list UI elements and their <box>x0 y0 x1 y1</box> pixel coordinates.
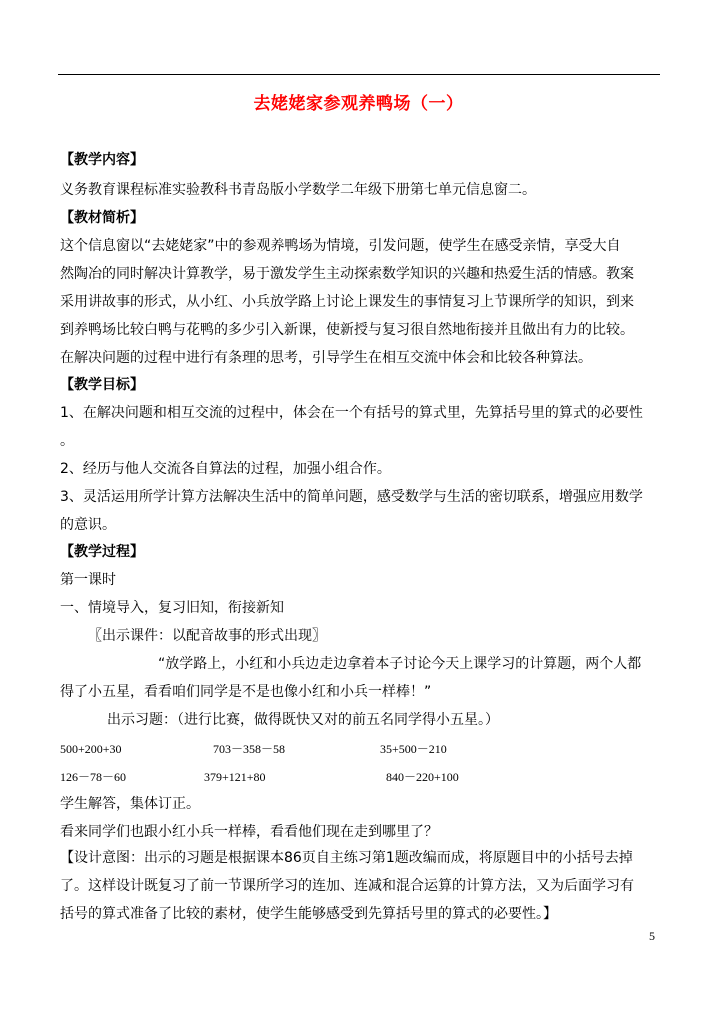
header-rule <box>58 74 660 75</box>
exercise-expression: 840－220+100 <box>386 770 459 784</box>
paragraph-line: 到养鸭场比较白鸭与花鸭的多少引入新课，使新授与复习很自然地衔接并且做出有力的比较。 <box>60 322 634 338</box>
courseware-note: 〖出示课件：以配音故事的形式出现〗 <box>88 628 326 644</box>
paragraph-line: 在解决问题的过程中进行有条理的思考，引导学生在相互交流中体会和比较各种算法。 <box>60 350 592 366</box>
paragraph-line: 然陶冶的同时解决计算教学，易于激发学生主动探索数学知识的兴趣和热爱生活的情感。教案 <box>60 266 634 282</box>
page-number: 5 <box>649 929 655 943</box>
heading-textbook-analysis: 【教材简析】 <box>60 210 144 226</box>
paragraph-line: 。 <box>60 433 74 449</box>
goal-item-1: 1、在解决问题和相互交流的过程中，体会在一个有括号的算式里，先算括号里的算式的必要性 <box>60 405 643 421</box>
design-intent-line: 括号的算式准备了比较的素材，使学生能够感受到先算括号里的算式的必要性。】 <box>60 906 557 922</box>
paragraph-line: 学生解答，集体订正。 <box>60 796 200 812</box>
paragraph-line: 采用讲故事的形式，从小红、小兵放学路上讨论上课发生的事情复习上节课所学的知识，到来 <box>60 294 634 310</box>
story-line: 得了小五星，看看咱们同学是不是也像小红和小兵一样棒！” <box>60 684 432 700</box>
story-line: “放学路上，小红和小兵边走边拿着本子讨论今天上课学习的计算题，两个人都 <box>158 656 642 672</box>
lesson-label: 第一课时 <box>60 572 116 588</box>
section-title: 一、情境导入，复习旧知，衔接新知 <box>60 600 284 616</box>
goal-item-2: 2、经历与他人交流各自算法的过程，加强小组合作。 <box>60 461 391 477</box>
paragraph-line: 义务教育课程标准实验教科书青岛版小学数学二年级下册第七单元信息窗二。 <box>60 182 536 198</box>
exercise-expression: 703－358－58 <box>213 742 286 756</box>
goal-item-3: 3、灵活运用所学计算方法解决生活中的简单问题，感受数学与生活的密切联系，增强应用数学 <box>60 489 643 505</box>
heading-teaching-content: 【教学内容】 <box>60 152 144 168</box>
exercise-expression: 379+121+80 <box>204 770 266 784</box>
heading-teaching-goals: 【教学目标】 <box>60 377 144 393</box>
page-title: 去姥姥家参观养鸭场（一） <box>253 94 464 114</box>
paragraph-line: 的意识。 <box>60 517 116 533</box>
exercise-expression: 500+200+30 <box>60 742 122 756</box>
design-intent-line: 了。这样设计既复习了前一节课所学习的连加、连减和混合运算的计算方法，又为后面学习有 <box>60 878 634 894</box>
paragraph-line: 这个信息窗以“去姥姥家”中的参观养鸭场为情境，引发问题，使学生在感受亲情，享受大自 <box>60 238 621 254</box>
exercise-expression: 126－78－60 <box>60 770 127 784</box>
heading-teaching-process: 【教学过程】 <box>60 544 144 560</box>
exercise-expression: 35+500－210 <box>380 742 447 756</box>
paragraph-line: 看来同学们也跟小红小兵一样棒，看看他们现在走到哪里了？ <box>60 824 438 840</box>
exercise-intro: 出示习题：（进行比赛，做得既快又对的前五名同学得小五星。） <box>107 712 499 728</box>
design-intent-line: 【设计意图：出示的习题是根据课本86页自主练习第1题改编而成，将原题目中的小括号去掉 <box>60 850 633 866</box>
